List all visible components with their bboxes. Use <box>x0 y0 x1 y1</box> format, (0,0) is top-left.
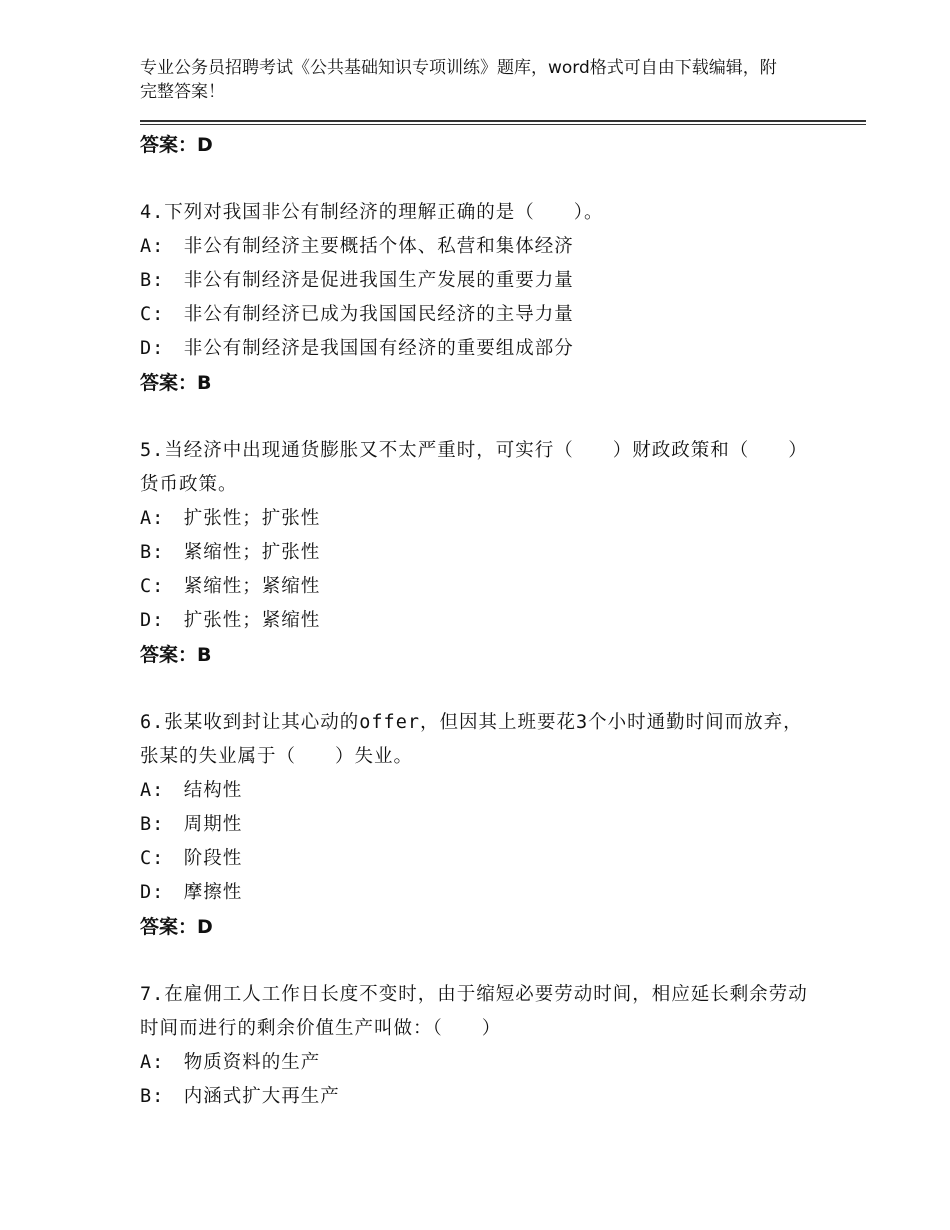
question-list <box>140 128 820 1114</box>
option-a: A: 扩张性；扩张性 <box>140 508 321 529</box>
question-4 <box>140 196 820 400</box>
question-stem: 4.下列对我国非公有制经济的理解正确的是（ ）。 <box>140 202 604 223</box>
answer: 答案：B <box>140 644 212 666</box>
question-7 <box>140 978 820 1114</box>
option-d: D: 扩张性；紧缩性 <box>140 610 321 631</box>
option-b: B: 紧缩性；扩张性 <box>140 542 321 563</box>
option-d: D: 摩擦性 <box>140 882 243 903</box>
answer: 答案：D <box>140 916 213 938</box>
question-stem: 6.张某收到封让其心动的offer，但因其上班要花3个小时通勤时间而放弃，张某的失业属于（ ）失业。 <box>140 712 803 767</box>
option-a: A: 物质资料的生产 <box>140 1052 321 1073</box>
previous-answer: 答案：D <box>140 134 213 156</box>
option-a: A: 结构性 <box>140 780 243 801</box>
option-b: B: 周期性 <box>140 814 243 835</box>
option-b: B: 内涵式扩大再生产 <box>140 1086 340 1107</box>
header-divider <box>140 120 866 122</box>
question-5 <box>140 434 820 672</box>
document-header: 专业公务员招聘考试《公共基础知识专项训练》题库，word格式可自由下载编辑，附完整答案！ <box>140 58 777 102</box>
answer: 答案：B <box>140 372 212 394</box>
question-stem: 7.在雇佣工人工作日长度不变时，由于缩短必要劳动时间，相应延长剩余劳动时间而进行的剩余价值生产叫做：（ ） <box>140 984 808 1039</box>
question-stem: 5.当经济中出现通货膨胀又不太严重时，可实行（ ）财政政策和（ ）货币政策。 <box>140 440 808 495</box>
option-c: C: 阶段性 <box>140 848 243 869</box>
header-divider-thin <box>140 124 866 125</box>
option-c: C: 紧缩性；紧缩性 <box>140 576 321 597</box>
question-6 <box>140 706 820 944</box>
option-d: D: 非公有制经济是我国国有经济的重要组成部分 <box>140 338 574 359</box>
option-c: C: 非公有制经济已成为我国国民经济的主导力量 <box>140 304 574 325</box>
option-b: B: 非公有制经济是促进我国生产发展的重要力量 <box>140 270 574 291</box>
option-a: A: 非公有制经济主要概括个体、私营和集体经济 <box>140 236 574 257</box>
